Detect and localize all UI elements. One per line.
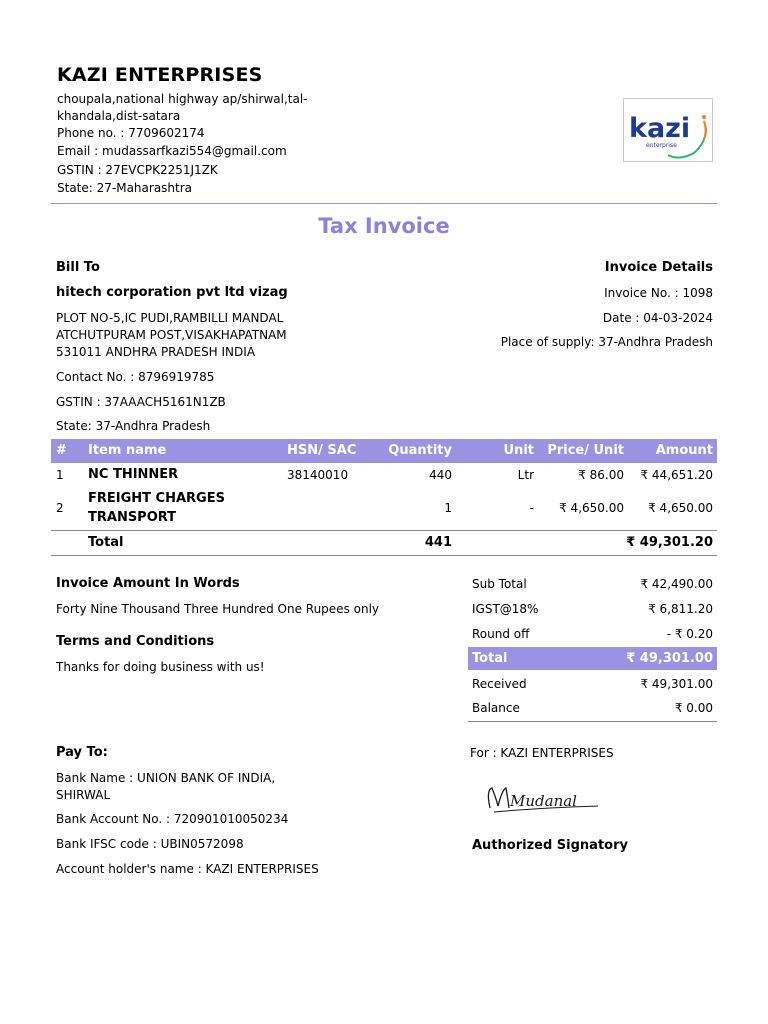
invoice-date: Date : 04-03-2024: [602, 311, 713, 325]
terms-heading: Terms and Conditions: [56, 634, 215, 649]
header-divider: [51, 203, 717, 204]
company-email: Email : mudassarfkazi554@gmail.com: [57, 144, 287, 158]
balance-value: ₹ 0.00: [674, 701, 713, 715]
row-qty: 440: [429, 468, 452, 482]
kazi-logo-icon: [624, 99, 712, 161]
company-address: choupala,national highway ap/shirwal,tal-khandala,dist-satara: [57, 92, 308, 123]
company-gstin: GSTIN : 27EVCPK2251J1ZK: [57, 163, 218, 177]
document-title: Tax Invoice: [318, 214, 450, 238]
row-amount: ₹ 4,650.00: [648, 501, 713, 515]
row-price: ₹ 4,650.00: [559, 501, 624, 515]
received-value: ₹ 49,301.00: [640, 677, 713, 691]
items-table-header: [51, 439, 717, 463]
amount-words-text: Forty Nine Thousand Three Hundred One Rupees only: [56, 602, 380, 616]
row-hsn: 38140010: [287, 468, 349, 482]
round-off-label: Round off: [472, 627, 530, 641]
row-unit: -: [529, 501, 534, 515]
bank-account-no: Bank Account No. : 720901010050234: [56, 812, 289, 826]
table-divider: [51, 530, 717, 531]
summary-total-value: ₹ 49,301.00: [626, 651, 713, 666]
row-item-name-line1: FREIGHT CHARGES: [88, 491, 225, 506]
table-total-row: [51, 534, 717, 554]
bill-to-address-line3: 531011 ANDHRA PRADESH INDIA: [56, 345, 256, 359]
bank-name-line1: Bank Name : UNION BANK OF INDIA,: [56, 771, 276, 785]
col-amount-header: Amount: [655, 443, 713, 458]
round-off-value: - ₹ 0.20: [666, 627, 713, 641]
row-num: 1: [56, 468, 64, 482]
terms-text: Thanks for doing business with us!: [56, 660, 265, 674]
table-bottom-divider: [51, 555, 717, 556]
logo-wordmark: kazi: [629, 113, 691, 144]
row-unit: Ltr: [517, 468, 534, 482]
bank-name-line2: SHIRWAL: [56, 788, 111, 802]
summary-divider: [468, 721, 717, 722]
bill-to-state: State: 37-Andhra Pradesh: [56, 419, 211, 433]
row-price: ₹ 86.00: [578, 468, 624, 482]
bill-to-address-line2: ATCHUTPURAM POST,VISAKHAPATNAM: [56, 328, 287, 342]
invoice-details-heading: Invoice Details: [604, 260, 713, 275]
amount-words-heading: Invoice Amount In Words: [56, 576, 240, 591]
bill-to-gstin: GSTIN : 37AAACH5161N1ZB: [56, 395, 226, 409]
sub-total-label: Sub Total: [472, 577, 527, 591]
col-num-header: #: [56, 443, 67, 458]
logo-swoosh-orange: [704, 121, 706, 139]
row-item-name: NC THINNER: [88, 467, 179, 482]
total-amount: ₹ 49,301.20: [626, 535, 713, 550]
row-item-name-line2: TRANSPORT: [88, 510, 177, 525]
col-item-header: Item name: [88, 443, 167, 458]
col-hsn-header: HSN/ SAC: [287, 443, 357, 458]
logo-dot: [702, 115, 706, 119]
table-row: [51, 466, 717, 486]
col-unit-header: Unit: [503, 443, 534, 458]
logo-subtext: enterprise: [646, 142, 677, 149]
place-of-supply: Place of supply: 37-Andhra Pradesh: [500, 335, 713, 349]
account-holder: Account holder's name : KAZI ENTERPRISES: [56, 862, 319, 876]
total-label: Total: [88, 535, 124, 550]
invoice-number: Invoice No. : 1098: [604, 286, 713, 300]
pay-to-heading: Pay To:: [56, 745, 108, 760]
row-qty: 1: [444, 501, 452, 515]
for-company-label: For : KAZI ENTERPRISES: [470, 746, 614, 760]
summary-total-label: Total: [472, 651, 508, 666]
bill-to-heading: Bill To: [56, 260, 100, 275]
signature-image: [478, 776, 610, 822]
company-name: KAZI ENTERPRISES: [57, 64, 263, 86]
bill-to-name: hitech corporation pvt ltd vizag: [56, 285, 288, 300]
row-amount: ₹ 44,651.20: [640, 468, 713, 482]
sub-total-value: ₹ 42,490.00: [640, 577, 713, 591]
bill-to-address-line1: PLOT NO-5,IC PUDI,RAMBILLI MANDAL: [56, 311, 284, 325]
signature-icon: [478, 776, 610, 822]
igst-label: IGST@18%: [472, 602, 539, 616]
company-phone: Phone no. : 7709602174: [57, 126, 205, 140]
balance-label: Balance: [472, 701, 520, 715]
table-row: [51, 490, 717, 528]
bill-to-contact: Contact No. : 8796919785: [56, 370, 215, 384]
authorized-signatory: Authorized Signatory: [472, 838, 628, 853]
company-logo: [623, 98, 713, 162]
received-label: Received: [472, 677, 527, 691]
col-price-header: Price/ Unit: [547, 443, 624, 458]
col-qty-header: Quantity: [388, 443, 452, 458]
signature-script: Mudanal: [510, 792, 577, 810]
row-num: 2: [56, 501, 64, 515]
bank-ifsc: Bank IFSC code : UBIN0572098: [56, 837, 244, 851]
total-qty: 441: [424, 535, 452, 550]
igst-value: ₹ 6,811.20: [648, 602, 713, 616]
company-state: State: 27-Maharashtra: [57, 181, 193, 195]
